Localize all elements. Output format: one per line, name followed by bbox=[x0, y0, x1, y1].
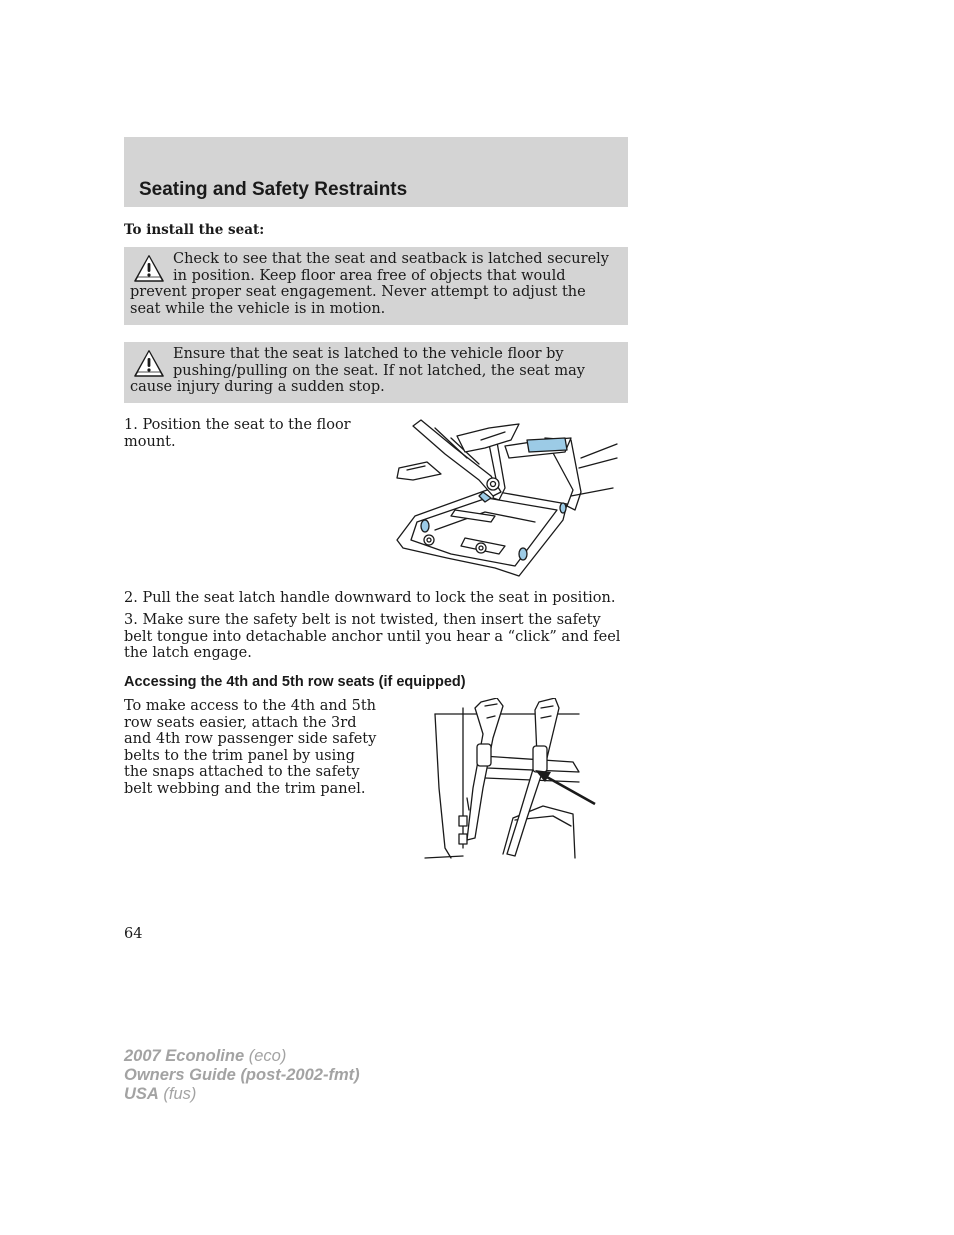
warning-triangle-icon bbox=[133, 254, 165, 284]
step-1-text: 1. Position the seat to the floor mount. bbox=[124, 417, 351, 450]
warning-box-2 bbox=[124, 342, 628, 403]
page-number: 64 bbox=[124, 926, 143, 942]
step-2-text: 2. Pull the seat latch handle downward to lock the seat in position. bbox=[124, 590, 616, 606]
access-text: To make access to the 4th and 5th row seats easier, attach the 3rd and 4th row passenger side safety belts to the trim panel by using the snaps attached to the safety belt webbing and the trim panel. bbox=[124, 698, 377, 797]
section-header-band bbox=[124, 137, 628, 207]
warning-text-1: Check to see that the seat and seatback is latched securely in position. Keep floor area free of objects that would prevent proper seat engagement. Never attempt to adjust the seat while the vehicle is in motion. bbox=[130, 251, 609, 317]
warning-text-2: Ensure that the seat is latched to the vehicle floor by pushing/pulling on the seat. If not latched, the seat may cause injury during a sudden stop. bbox=[130, 346, 585, 395]
safety-belt-trim-panel-illustration bbox=[423, 698, 601, 862]
seat-floor-mount-illustration bbox=[395, 418, 620, 580]
access-heading: Accessing the 4th and 5th row seats (if equipped) bbox=[124, 674, 466, 690]
install-heading: To install the seat: bbox=[124, 222, 265, 238]
footer-line-2: Owners Guide (post-2002-fmt) bbox=[124, 1066, 360, 1084]
footer-line-1: 2007 Econoline (eco) bbox=[124, 1047, 287, 1065]
section-title: Seating and Safety Restraints bbox=[139, 179, 408, 200]
warning-triangle-icon bbox=[133, 349, 165, 379]
document-footer bbox=[124, 1047, 360, 1104]
step-3-text: 3. Make sure the safety belt is not twisted, then insert the safety belt tongue into detachable anchor until you hear a “click” and feel the latch engage. bbox=[124, 612, 621, 661]
warning-box-1 bbox=[124, 247, 628, 325]
footer-line-3: USA (fus) bbox=[124, 1085, 197, 1103]
